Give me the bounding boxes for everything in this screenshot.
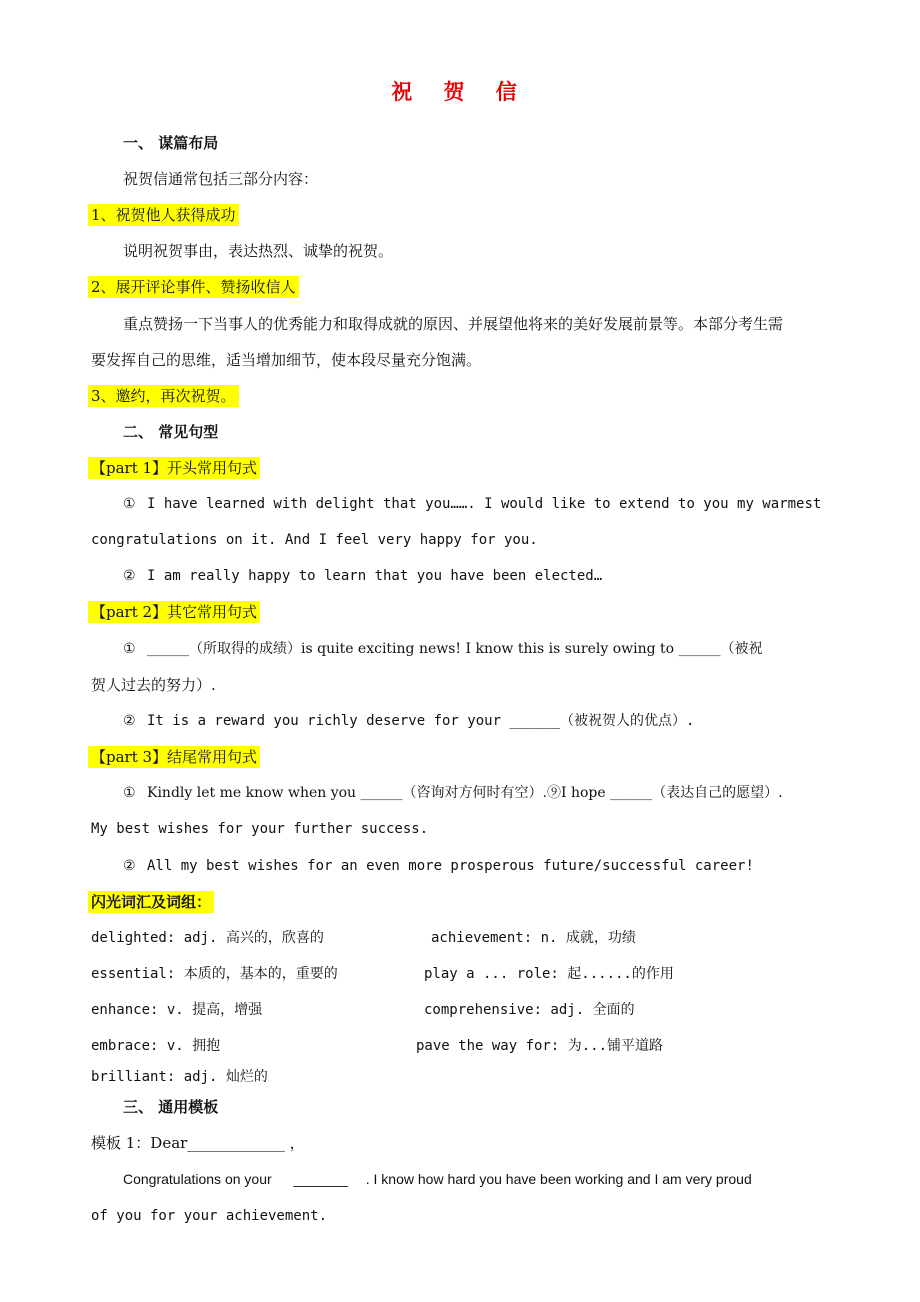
page-title: 祝 贺 信 [391,79,529,104]
circled-number: ② [123,568,136,584]
body-text-start: Congratulations on your [123,1171,272,1187]
vocab-item: enhance: v. 提高，增强 [91,1002,263,1018]
circled-number: ① [123,641,136,657]
circled-number: ② [123,858,136,874]
section-intro: 祝贺信通常包括三部分内容： [123,170,319,188]
highlight-point-2: 2、展开评论事件、赞扬收信人 [88,276,299,298]
vocab-item: embrace: v. 拥抱 [91,1038,221,1054]
sentence-text: All my best wishes for an even more prosperous future/successful career! [147,858,754,874]
part-3-sentence-1-line1 [123,783,783,803]
highlight-point-1: 1、祝贺他人获得成功 [88,204,239,226]
sentence-text: Kindly let me know when you ______（咨询对方何时有空）.⑨I hope ______（表达自己的愿望）. [147,785,783,801]
vocab-item: play a ... role: 起......的作用 [424,966,674,982]
point-1-text: 说明祝贺事由，表达热烈、诚挚的祝贺。 [123,242,394,260]
part-2-sentence-1-line2: 贺人过去的努力）. [91,676,216,694]
part-1-label: 【part 1】开头常用句式 [88,457,260,479]
body-text-end: . I know how hard you have been working and I am very proud [365,1171,752,1187]
blank-field: _______ [293,1171,348,1187]
template-1-body-line1 [123,1169,752,1189]
vocab-item: essential: 本质的，基本的，重要的 [91,966,338,982]
part-1-sentence-1-line1 [123,494,821,514]
vocab-item: comprehensive: adj. 全面的 [424,1002,635,1018]
circled-number: ① [123,496,136,512]
vocab-heading: 闪光词汇及词组： [88,891,214,913]
circled-number: ② [123,713,136,729]
part-2-label: 【part 2】其它常用句式 [88,601,260,623]
sentence-text: ______（所取得的成绩）is quite exciting news! I know this is surely owing to ______（被祝 [147,641,763,657]
point-2-text-line2: 要发挥自己的思维，适当增加细节，使本段尽量充分饱满。 [91,351,482,369]
part-2-sentence-1-line1 [123,639,763,659]
circled-number: ① [123,785,136,801]
vocab-item: delighted: adj. 高兴的，欣喜的 [91,930,324,946]
sentence-text: I have learned with delight that you……. I would like to extend to you my warmest [147,496,822,512]
section-heading-sentences: 二、 常见句型 [123,423,219,441]
part-3-sentence-2 [123,856,754,876]
vocab-item: achievement: n. 成就，功绩 [431,930,636,946]
part-1-sentence-2 [123,566,602,586]
template-1-body-line2: of you for your achievement. [91,1208,328,1224]
vocab-item: brilliant: adj. 灿烂的 [91,1069,268,1085]
highlight-point-3: 3、邀约，再次祝贺。 [88,385,239,407]
part-1-sentence-1-line2: congratulations on it. And I feel very happy for you. [91,532,538,548]
template-1-greeting: 模板 1：Dear_____________ ， [91,1134,305,1152]
vocab-item: pave the way for: 为...铺平道路 [416,1038,664,1054]
sentence-text: I am really happy to learn that you have been elected… [147,568,603,584]
section-heading-template: 三、 通用模板 [123,1098,219,1116]
part-3-sentence-1-line2: My best wishes for your further success. [91,821,429,837]
point-2-text-line1: 重点赞扬一下当事人的优秀能力和取得成就的原因、并展望他将来的美好发展前景等。本部分考生需 [123,315,784,333]
section-heading-layout: 一、 谋篇布局 [123,134,219,152]
part-2-sentence-2 [123,711,694,731]
part-3-label: 【part 3】结尾常用句式 [88,746,260,768]
sentence-text: It is a reward you richly deserve for your ______（被祝贺人的优点）. [147,713,695,729]
